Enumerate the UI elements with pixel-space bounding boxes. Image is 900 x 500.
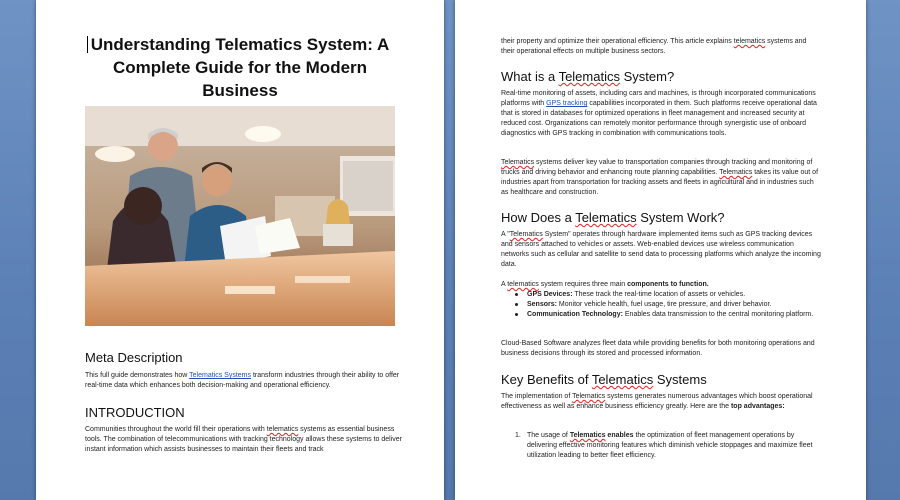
list-item[interactable] [501,300,821,310]
key-heading-post: Systems [653,372,707,387]
what-heading-sq: Telematics [558,69,620,84]
how-heading-post: System Work? [636,210,725,225]
component-text: These track the real-time location of assets or vehicles. [572,291,746,298]
key-heading-sq: Telematics [591,372,654,387]
list-number: 1. [515,432,521,439]
what-p1-pre: Real-time monitoring of assets, including cars and machines, is through incorporated communications platforms with [501,90,816,107]
list-item[interactable] [501,310,821,320]
how-heading-pre: How Does a [501,210,576,225]
list-item[interactable] [501,431,821,461]
meta-text-post: transform industries through their ability to offer real-time data which enhances both decision-making and operational efficiency. [85,372,400,389]
benefit-bold-sq: Telematics [569,432,606,439]
how-p2-pre: A [501,281,508,288]
introduction-heading[interactable]: INTRODUCTION [85,405,185,420]
top-text: their property and optimize their operational efficiency. This article explains [501,38,734,45]
how-heading-sq: Telematics [575,210,637,225]
what-p2-post: takes its value out of industries apart from transportation for tracking assets and fleets in agricultural and in industries such as healthcare and construction. [501,169,819,196]
telematics-systems-link[interactable]: Telematics Systems [189,372,252,379]
how-p2-bold: components to function. [627,281,709,288]
list-item[interactable] [501,290,821,300]
key-heading-pre: Key Benefits of [501,372,592,387]
top-telematics-word: telematics [733,38,766,45]
benefit-post: the optimization of fleet management operations by delivering effective monitoring features which diminish vehicle stoppages and maximize fleet utilization leading to better fleet efficiency. [527,432,813,459]
how-does-paragraph-3[interactable]: Cloud-Based Software analyzes fleet data while providing benefits for both monitoring operations and business decisions through its stored and processed information. [501,340,815,357]
what-is-heading[interactable] [501,69,674,84]
document-page-left [36,0,444,500]
component-label: GPS Devices: [527,291,573,298]
key-p-mid: systems generates numerous advantages which boost operational effectiveness as well as enhance business efficiency greatly. Here are the [501,393,813,410]
continued-paragraph[interactable] [501,37,821,57]
meta-description-heading[interactable]: Meta Description [85,350,183,365]
intro-text-post: systems as essential business tools. The combination of telecommunications with tracking technology allows these systems to deliver instant information which assists businesses to maintain their fleets and track [85,426,402,453]
benefit-bold: enables [605,432,634,439]
how-p1-pre: A " [501,231,510,238]
intro-telematics-word: telematics [266,426,299,433]
component-label: Sensors: [527,301,557,308]
what-p1-post: capabilities incorporated in them. Such platforms receive operational data that is stored in databases for optimized operations in fleet management and increased security at reduced cost. Organizations can remotely monitor performance through synergistic use of onboard diagnostics with GPS tracking in combination with communications tools. [501,100,817,137]
what-p2-mid: systems deliver key value to transportation companies through tracking and monitoring of trucks and driving behavior and enhancing route planning capabilities. [501,159,813,176]
what-is-paragraph-1[interactable] [501,89,821,139]
key-p-sq: Telematics [572,393,606,400]
key-benefits-paragraph[interactable] [501,392,821,412]
document-title[interactable]: Understanding Telematics System: A Complete Guide for the Modern Business [90,35,390,100]
document-page-right [455,0,866,500]
key-p-bold: top advantages: [730,403,785,410]
component-text: Monitor vehicle health, fuel usage, tire pressure, and driver behavior. [556,301,772,308]
introduction-paragraph[interactable] [85,425,403,455]
how-p1-post: System" operates through hardware implemented items such as GPS tracking devices and sensors attached to vehicles or assets. Web-enabled devices use wireless communication networks such as cellular and satellite to send data to processing platforms which analyze the incoming data. [501,231,821,268]
how-p2-sq: telematics [507,281,539,288]
key-p-pre: The implementation of [501,393,573,400]
intro-text-pre: Communities throughout the world fill their operations with [85,426,267,433]
how-p1-sq: Telematics [509,231,543,238]
component-text: Enables data transmission to the central monitoring platform. [622,311,814,318]
what-heading-pre: What is a [501,69,559,84]
office-meeting-photo[interactable] [85,106,395,326]
benefit-pre: The usage of [527,432,570,439]
meta-text-pre: This full guide demonstrates how [85,372,190,379]
meta-description-paragraph[interactable] [85,371,403,391]
what-heading-post: System? [619,69,675,84]
top-text-post: systems and their operational effects on multiple business sectors. [501,38,807,55]
what-is-paragraph-2[interactable] [501,158,821,198]
key-benefits-heading[interactable] [501,372,707,387]
how-does-heading[interactable] [501,210,725,225]
components-list [501,290,821,320]
how-does-paragraph-2[interactable] [501,280,821,290]
benefits-list [501,431,821,461]
component-label: Communication Technology: [527,311,623,318]
gps-tracking-link[interactable]: GPS tracking [546,100,588,107]
what-p2-sq2: Telematics [719,169,753,176]
what-p2-sq: Telematics [501,159,535,166]
how-p2-mid: system requires three main [538,281,628,288]
how-does-paragraph-1[interactable] [501,230,821,270]
